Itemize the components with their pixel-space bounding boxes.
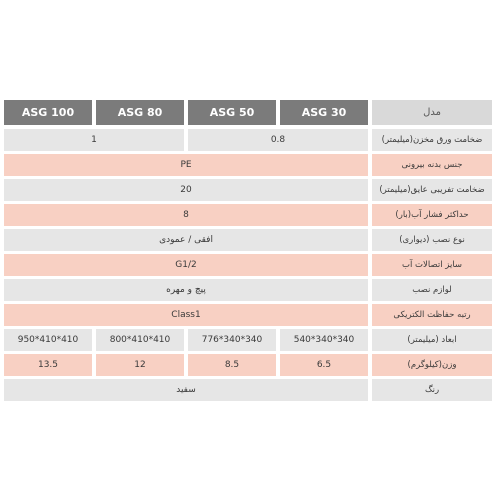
color-value: سفید [4, 379, 368, 401]
dimensions-asg50: 776*340*340 [188, 329, 276, 351]
model-header-asg50: ASG 50 [188, 100, 276, 125]
header-row [4, 100, 496, 125]
install-accessories-value: پیچ و مهره [4, 279, 368, 301]
install-type-value: افقی / عمودی [4, 229, 368, 251]
tank-thickness-label: ضخامت ورق مخزن(میلیمتر) [372, 129, 492, 151]
dimensions-asg100: 950*410*410 [4, 329, 92, 351]
max-pressure-label: حداکثر فشار آب(بار) [372, 204, 492, 226]
color-label: رنگ [372, 379, 492, 401]
weight-asg50: 8.5 [188, 354, 276, 376]
tank-thickness-value-large: 1 [4, 129, 184, 151]
row-install-type [4, 229, 496, 251]
dimensions-label: ابعاد (میلیمتر) [372, 329, 492, 351]
electrical-protection-label: رتبه حفاظت الکتریکی [372, 304, 492, 326]
water-fittings-label: سایز اتصالات آب [372, 254, 492, 276]
install-accessories-label: لوازم نصب [372, 279, 492, 301]
body-material-label: جنس بدنه بیرونی [372, 154, 492, 176]
row-install-accessories [4, 279, 496, 301]
row-body-material [4, 154, 496, 176]
model-header-asg30: ASG 30 [280, 100, 368, 125]
electrical-protection-value: Class1 [4, 304, 368, 326]
weight-asg80: 12 [96, 354, 184, 376]
weight-label: وزن(کیلوگرم) [372, 354, 492, 376]
tank-thickness-value-small: 0.8 [188, 129, 368, 151]
model-header-asg100: ASG 100 [4, 100, 92, 125]
row-max-pressure [4, 204, 496, 226]
insulation-label: ضخامت تفریبی عایق(میلیمتر) [372, 179, 492, 201]
row-electrical-protection [4, 304, 496, 326]
row-dimensions [4, 329, 496, 351]
max-pressure-value: 8 [4, 204, 368, 226]
spec-table [4, 100, 496, 404]
row-weight [4, 354, 496, 376]
dimensions-asg30: 540*340*340 [280, 329, 368, 351]
insulation-value: 20 [4, 179, 368, 201]
dimensions-asg80: 800*410*410 [96, 329, 184, 351]
model-header-asg80: ASG 80 [96, 100, 184, 125]
body-material-value: PE [4, 154, 368, 176]
row-color [4, 379, 496, 401]
weight-asg100: 13.5 [4, 354, 92, 376]
weight-asg30: 6.5 [280, 354, 368, 376]
model-label: مدل [372, 100, 492, 125]
row-insulation [4, 179, 496, 201]
row-water-fittings [4, 254, 496, 276]
install-type-label: نوع نصب (دیواری) [372, 229, 492, 251]
row-tank-thickness [4, 129, 496, 151]
water-fittings-value: G1/2 [4, 254, 368, 276]
